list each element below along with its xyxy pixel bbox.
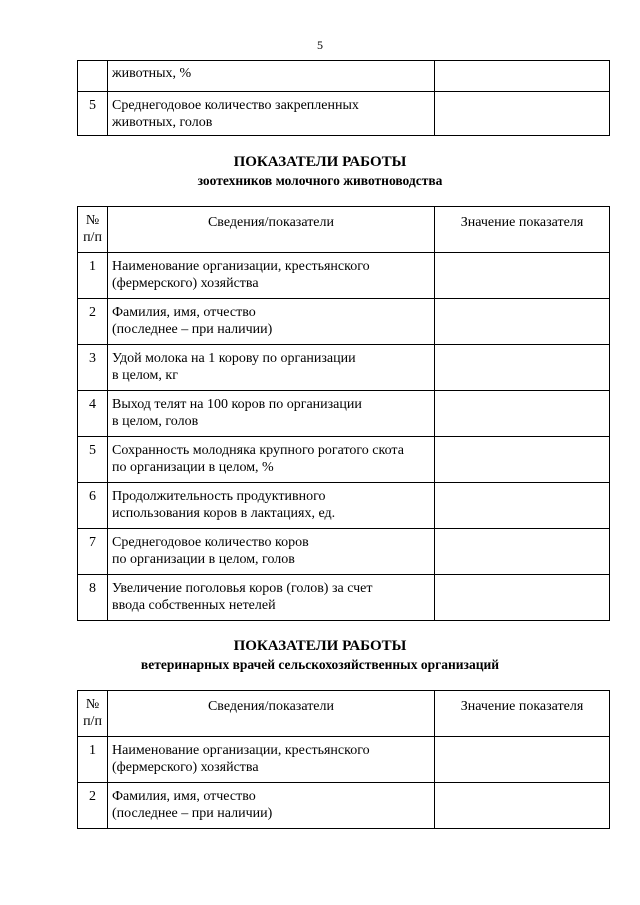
row-number: 5 [78, 437, 108, 483]
table-row [78, 92, 610, 136]
row-number: 1 [78, 253, 108, 299]
row-value-cell [435, 575, 610, 621]
row-text: Среднегодовое количество закрепленных животных, голов [108, 92, 435, 136]
row-number: 4 [78, 391, 108, 437]
row-value-cell [435, 437, 610, 483]
table-row [78, 529, 610, 575]
header-info: Сведения/показатели [108, 207, 435, 253]
row-text: Выход телят на 100 коров по организации в целом, голов [108, 391, 435, 437]
table-row [78, 299, 610, 345]
row-number: 6 [78, 483, 108, 529]
row-value-cell [435, 345, 610, 391]
row-text: Увеличение поголовья коров (голов) за счет ввода собственных нетелей [108, 575, 435, 621]
page-number: 5 [317, 38, 323, 52]
row-number: 2 [78, 783, 108, 829]
section2-table [77, 690, 610, 829]
section1-title: ПОКАЗАТЕЛИ РАБОТЫ [233, 154, 407, 170]
row-value-cell [435, 61, 610, 92]
row-number: 7 [78, 529, 108, 575]
row-text: животных, % [108, 61, 435, 92]
row-number: 8 [78, 575, 108, 621]
table-header-row [78, 691, 610, 737]
row-value-cell [435, 783, 610, 829]
row-value-cell [435, 483, 610, 529]
table-row [78, 253, 610, 299]
row-value-cell [435, 391, 610, 437]
row-text: Удой молока на 1 корову по организации в целом, кг [108, 345, 435, 391]
header-num: № п/п [78, 207, 108, 253]
row-text: Наименование организации, крестьянского (фермерского) хозяйства [108, 253, 435, 299]
row-number [78, 61, 108, 92]
row-text: Сохранность молодняка крупного рогатого скота по организации в целом, % [108, 437, 435, 483]
row-text: Фамилия, имя, отчество (последнее – при наличии) [108, 783, 435, 829]
row-number: 3 [78, 345, 108, 391]
row-text: Продолжительность продуктивного использования коров в лактациях, ед. [108, 483, 435, 529]
row-text: Среднегодовое количество коров по организации в целом, голов [108, 529, 435, 575]
row-value-cell [435, 529, 610, 575]
table-row [78, 575, 610, 621]
section1-subtitle: зоотехников молочного животноводства [197, 173, 443, 188]
section1-table [77, 206, 610, 621]
header-info: Сведения/показатели [108, 691, 435, 737]
row-number: 5 [78, 92, 108, 136]
top-table [77, 60, 610, 136]
row-text: Фамилия, имя, отчество (последнее – при наличии) [108, 299, 435, 345]
row-text: Наименование организации, крестьянского (фермерского) хозяйства [108, 737, 435, 783]
header-num: № п/п [78, 691, 108, 737]
table-row [78, 483, 610, 529]
table-header-row [78, 207, 610, 253]
table-row [78, 391, 610, 437]
row-value-cell [435, 737, 610, 783]
row-value-cell [435, 253, 610, 299]
row-number: 2 [78, 299, 108, 345]
table-row [78, 737, 610, 783]
table-row [78, 783, 610, 829]
section2-title: ПОКАЗАТЕЛИ РАБОТЫ [233, 638, 407, 654]
row-value-cell [435, 92, 610, 136]
row-value-cell [435, 299, 610, 345]
table-row [78, 437, 610, 483]
table-row [78, 345, 610, 391]
section2-subtitle: ветеринарных врачей сельскохозяйственных организаций [140, 657, 500, 672]
header-value: Значение показателя [435, 691, 610, 737]
table-row [78, 61, 610, 92]
row-number: 1 [78, 737, 108, 783]
header-value: Значение показателя [435, 207, 610, 253]
